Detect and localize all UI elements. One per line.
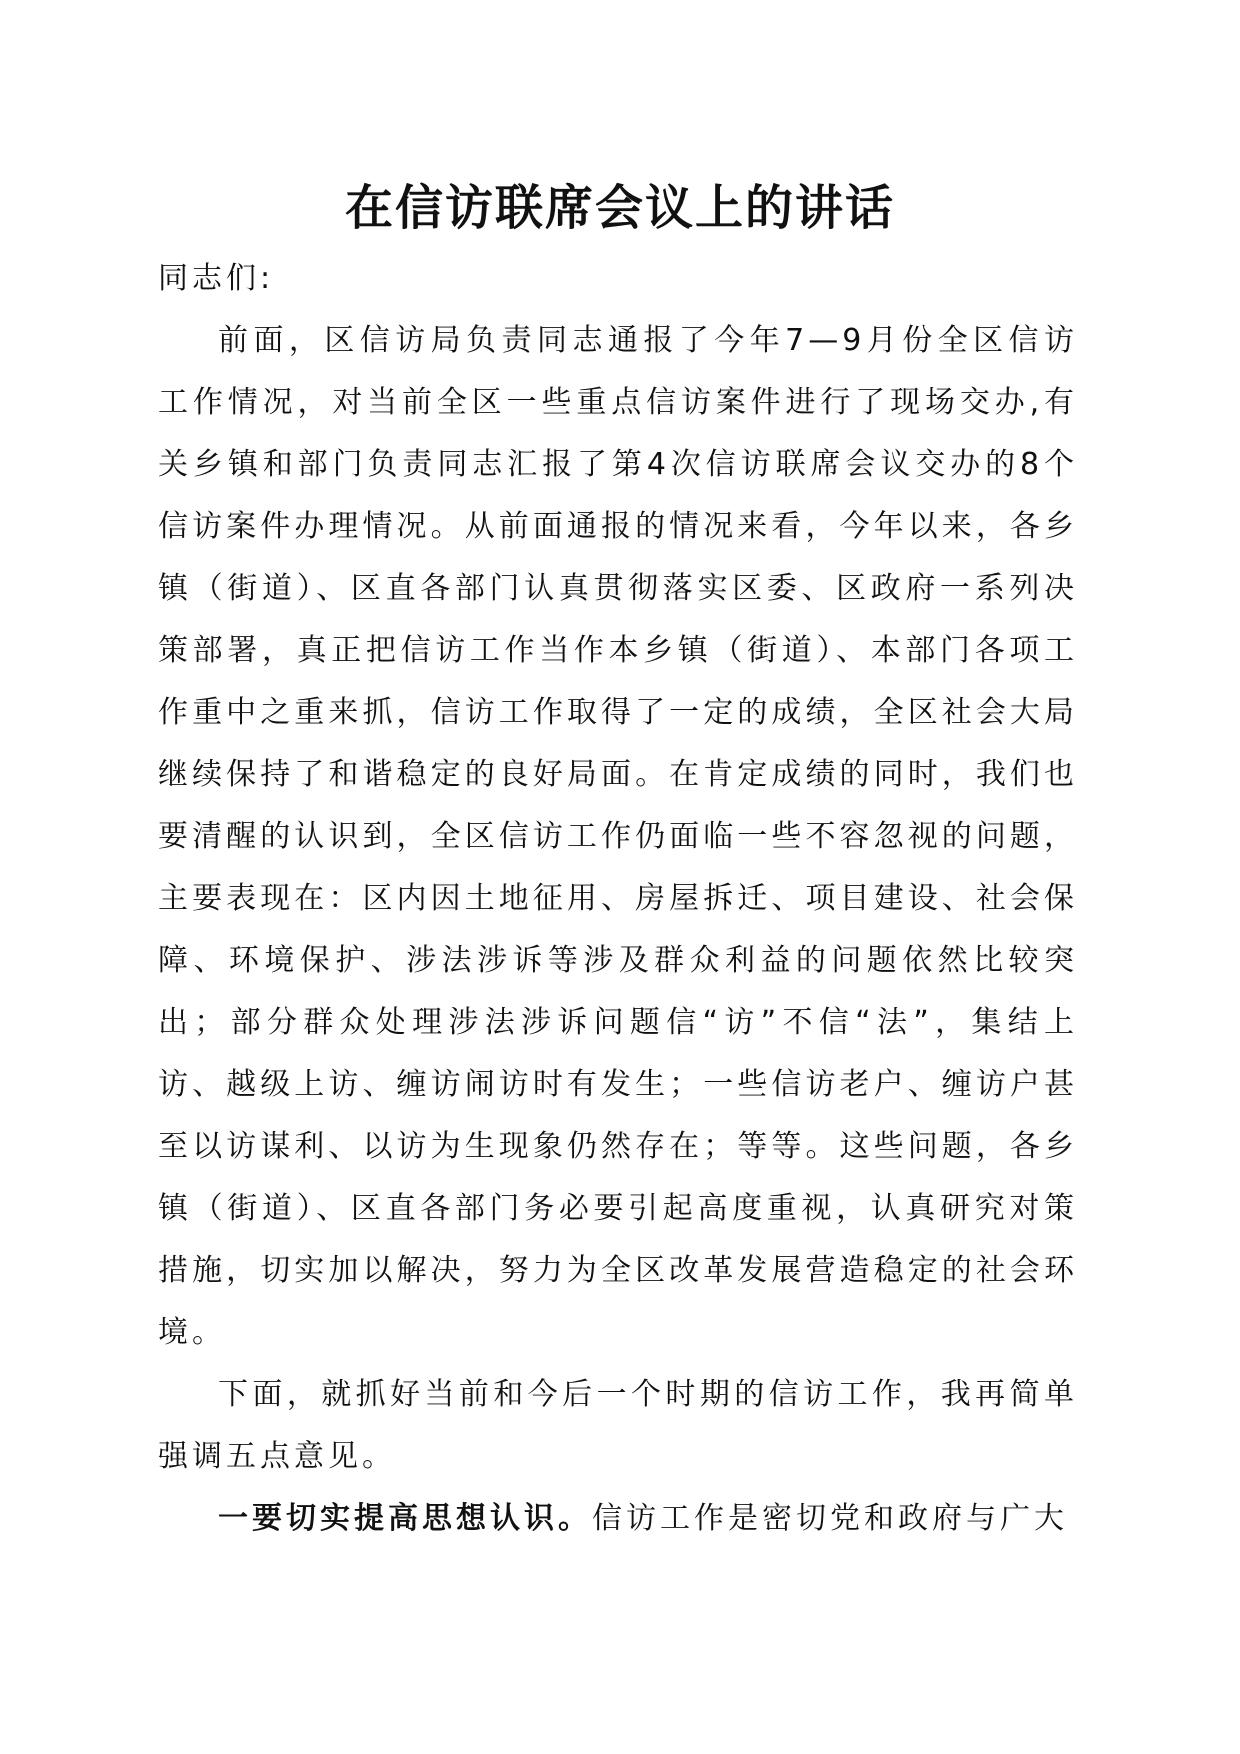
greeting: 同志们: (158, 261, 275, 296)
section-1-heading: 一要切实提高思想认识。 (218, 1501, 592, 1536)
paragraph-transition: 下面，就抓好当前和今后一个时期的信访工作，我再简单强调五点意见。 (158, 1377, 1078, 1474)
document-title: 在信访联席会议上的讲话 (344, 180, 895, 236)
paragraph-section-1 (158, 1488, 1078, 1550)
section-1-text: 信访工作是密切党和政府与广大 (592, 1501, 1068, 1536)
document-body (158, 248, 1078, 1550)
paragraph-intro: 前面，区信访局负责同志通报了今年7—9月份全区信访工作情况，对当前全区一些重点信访案件进行了现场交办,有关乡镇和部门负责同志汇报了第4次信访联席会议交办的8个信访案件办理情况。从前面通报的情况来看，今年以来，各乡镇（街道）、区直各部门认真贯彻落实区委、区政府一系列决策部署，真正把信访工作当作本乡镇（街道）、本部门各项工作重中之重来抓，信访工作取得了一定的成绩，全区社会大局继续保持了和谐稳定的良好局面。在肯定成绩的同时，我们也要清醒的认识到，全区信访工作仍面临一些不容忽视的问题，主要表现在：区内因土地征用、房屋拆迁、项目建设、社会保障、环境保护、涉法涉诉等涉及群众利益的问题依然比较突出；部分群众处理涉法涉诉问题信“访”不信“法”，集结上访、越级上访、缠访闹访时有发生；一些信访老户、缠访户甚至以访谋利、以访为生现象仍然存在；等等。这些问题，各乡镇（街道）、区直各部门务必要引起高度重视，认真研究对策措施，切实加以解决，努力为全区改革发展营造稳定的社会环境。 (158, 323, 1078, 1350)
